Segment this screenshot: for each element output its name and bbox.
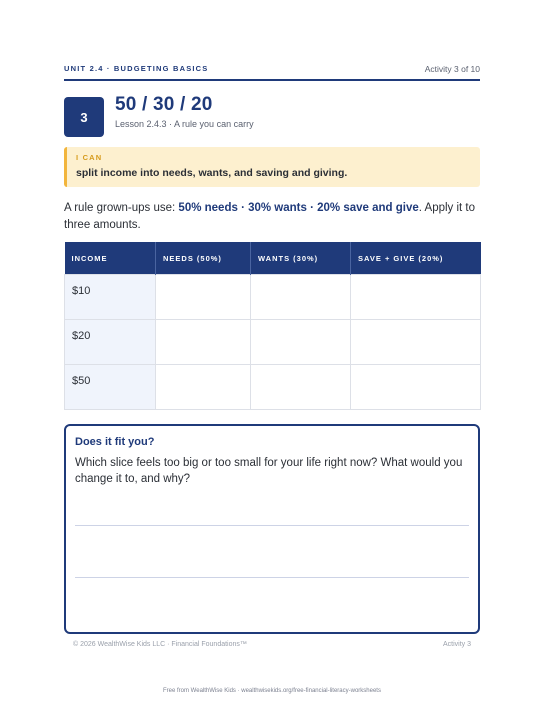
budget-rule: 50% needs · 30% wants · 20% save and give [178, 202, 419, 214]
page-header [64, 62, 480, 81]
intro-text-before: A rule grown-ups use: [64, 202, 179, 214]
wants-cell[interactable] [251, 365, 351, 410]
needs-cell[interactable] [156, 365, 251, 410]
wants-cell[interactable] [251, 275, 351, 320]
reflection-box [64, 424, 480, 634]
attribution-link[interactable]: Free from WealthWise Kids · wealthwisekids.org/free-financial-literacy-worksheets [163, 688, 381, 694]
header-needs: NEEDS (50%) [156, 242, 251, 275]
answer-line[interactable] [75, 525, 469, 526]
i-can-statement: split income into needs, wants, and saving and giving. [76, 167, 348, 179]
reflection-question: Which slice feels too big or too small for your life right now? What would you change it to, and why? [75, 457, 463, 485]
table-row [65, 320, 481, 365]
income-cell: $10 [65, 275, 156, 320]
save-give-cell[interactable] [351, 320, 481, 365]
table-header-row [65, 242, 481, 275]
reflection-title: Does it fit you? [75, 436, 155, 448]
income-cell: $50 [65, 365, 156, 410]
header-save-give: SAVE + GIVE (20%) [351, 242, 481, 275]
lesson-number-badge: 3 [64, 97, 104, 137]
table-row [65, 365, 481, 410]
footer-activity: Activity 3 [442, 641, 471, 648]
page-title: 50 / 30 / 20 [115, 94, 213, 115]
needs-cell[interactable] [156, 320, 251, 365]
lesson-subtitle: Lesson 2.4.3 · A rule you can carry [115, 119, 254, 129]
table-row [65, 275, 481, 320]
activity-counter: Activity 3 of 10 [424, 64, 480, 74]
budget-table [64, 242, 481, 410]
i-can-callout [64, 147, 480, 187]
header-income: INCOME [65, 242, 156, 275]
intro-text-after: . Apply it to three amounts. [64, 202, 476, 231]
save-give-cell[interactable] [351, 275, 481, 320]
intro-paragraph [64, 200, 480, 234]
i-can-label: I CAN [76, 153, 103, 162]
answer-line[interactable] [75, 577, 469, 578]
save-give-cell[interactable] [351, 365, 481, 410]
footer-copyright: © 2026 WealthWise Kids LLC · Financial Foundations™ [73, 641, 247, 648]
needs-cell[interactable] [156, 275, 251, 320]
wants-cell[interactable] [251, 320, 351, 365]
unit-label: UNIT 2.4 · BUDGETING BASICS [64, 64, 209, 73]
header-wants: WANTS (30%) [251, 242, 351, 275]
income-cell: $20 [65, 320, 156, 365]
